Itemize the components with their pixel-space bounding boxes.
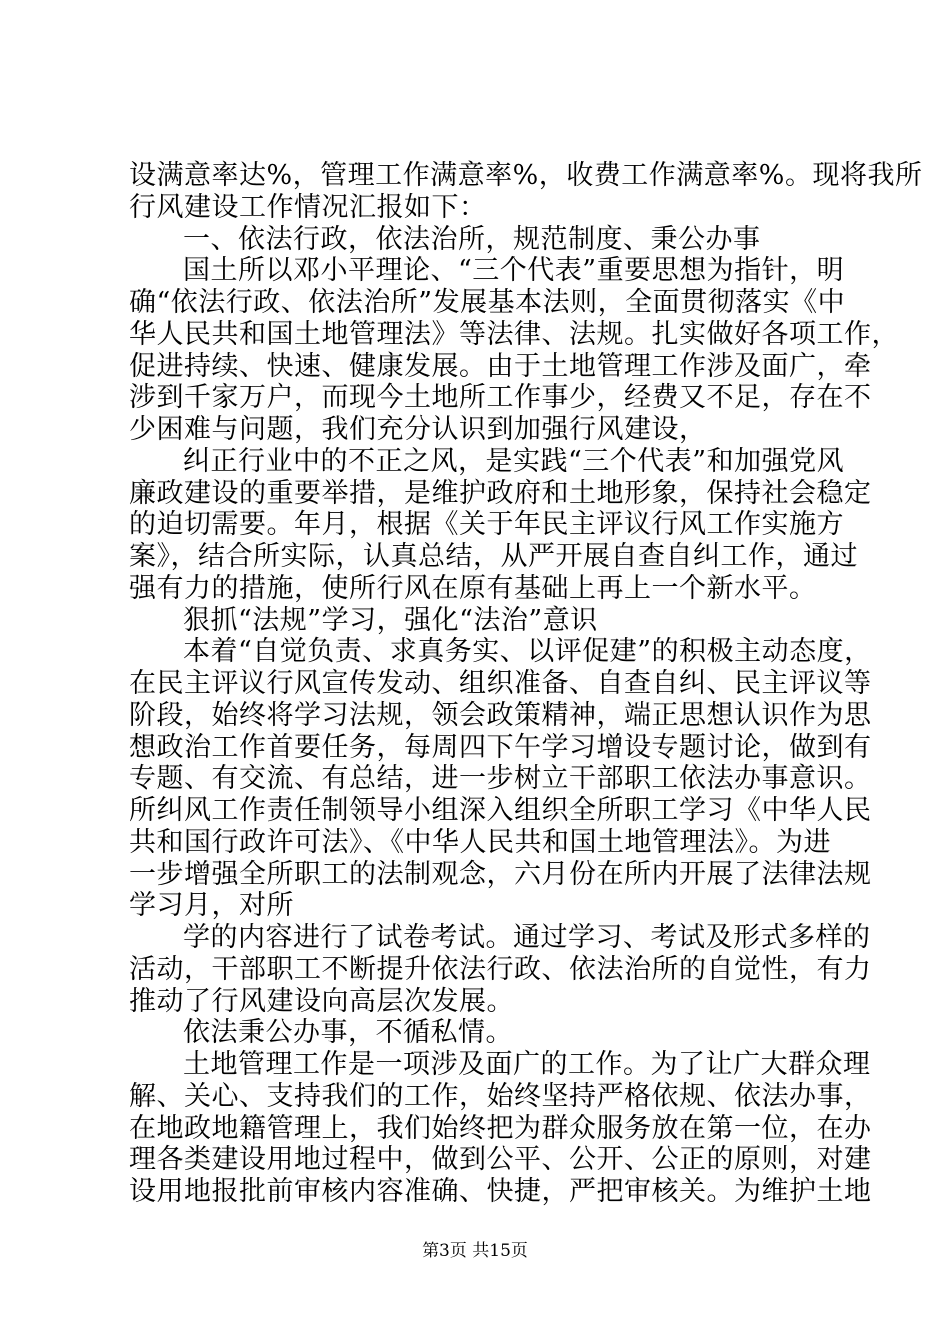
text-line: 纠正行业中的不正之风，是实践“三个代表”和加强党风 (183, 445, 845, 477)
text-line: 理各类建设用地过程中，做到公平、公开、公正的原则，对建 (129, 1144, 872, 1176)
text-line: 狠抓“法规”学习，强化“法治”意识 (183, 604, 598, 636)
text-line: 廉政建设的重要举措，是维护政府和土地形象，保持社会稳定 (129, 477, 872, 509)
text-line: 行风建设工作情况汇报如下： (129, 191, 487, 223)
text-line: 共和国行政许可法》、《中华人民共和国土地管理法》。为进 (129, 826, 831, 858)
text-line: 强有力的措施，使所行风在原有基础上再上一个新水平。 (129, 572, 817, 604)
text-line: 阶段，始终将学习法规，领会政策精神，端正思想认识作为思 (129, 699, 872, 731)
text-line: 设用地报批前审核内容准确、快捷，严把审核关。为维护土地 (129, 1176, 872, 1207)
text-line: 少困难与问题，我们充分认识到加强行风建设， (129, 414, 707, 445)
text-line: 在地政地籍管理上，我们始终把为群众服务放在第一位，在办 (129, 1112, 872, 1144)
text-line: 专题、有交流、有总结，进一步树立干部职工依法办事意识。 (129, 763, 872, 795)
text-line: 依法秉公办事，不循私情。 (183, 1017, 513, 1049)
text-line: 解、关心、支持我们的工作，始终坚持严格依规、依法办事， (129, 1080, 872, 1112)
text-line: 本着“自觉负责、求真务实、以评促建”的积极主动态度， (183, 636, 872, 668)
text-line: 一、依法行政，依法治所，规范制度、秉公办事 (183, 223, 761, 255)
text-line: 国土所以邓小平理论、“三个代表”重要思想为指针，明 (183, 255, 845, 287)
text-line: 设满意率达%，管理工作满意率%，收费工作满意率%。现将我所 (129, 160, 923, 191)
text-line: 一步增强全所职工的法制观念，六月份在所内开展了法律法规 (129, 858, 872, 890)
text-line: 活动，干部职工不断提升依法行政、依法治所的自觉性，有力 (129, 953, 872, 985)
text-line: 涉到千家万户，而现今土地所工作事少，经费又不足，存在不 (129, 382, 872, 414)
text-line: 学习月，对所 (129, 890, 294, 922)
text-line: 在民主评议行风宣传发动、组织准备、自查自纠、民主评议等 (129, 668, 872, 699)
text-line: 促进持续、快速、健康发展。由于土地管理工作涉及面广，牵 (129, 350, 872, 382)
text-line: 想政治工作首要任务，每周四下午学习增设专题讨论，做到有 (129, 731, 872, 763)
text-line: 土地管理工作是一项涉及面广的工作。为了让广大群众理 (183, 1049, 871, 1080)
text-line: 推动了行风建设向高层次发展。 (129, 985, 514, 1017)
text-line: 的迫切需要。年月，根据《关于年民主评议行风工作实施方 (129, 509, 844, 541)
text-line: 确“依法行政、依法治所”发展基本法则，全面贯彻落实《中 (129, 287, 846, 318)
text-line: 所纠风工作责任制领导小组深入组织全所职工学习《中华人民 (129, 795, 872, 826)
page-footer: 第3页 共15页 (422, 1241, 528, 1261)
text-line: 华人民共和国土地管理法》等法律、法规。扎实做好各项工作， (129, 318, 899, 350)
document-body (129, 160, 923, 1208)
text-line: 学的内容进行了试卷考试。通过学习、考试及形式多样的 (183, 922, 871, 953)
text-line: 案》，结合所实际，认真总结，从严开展自查自纠工作，通过 (129, 541, 858, 572)
